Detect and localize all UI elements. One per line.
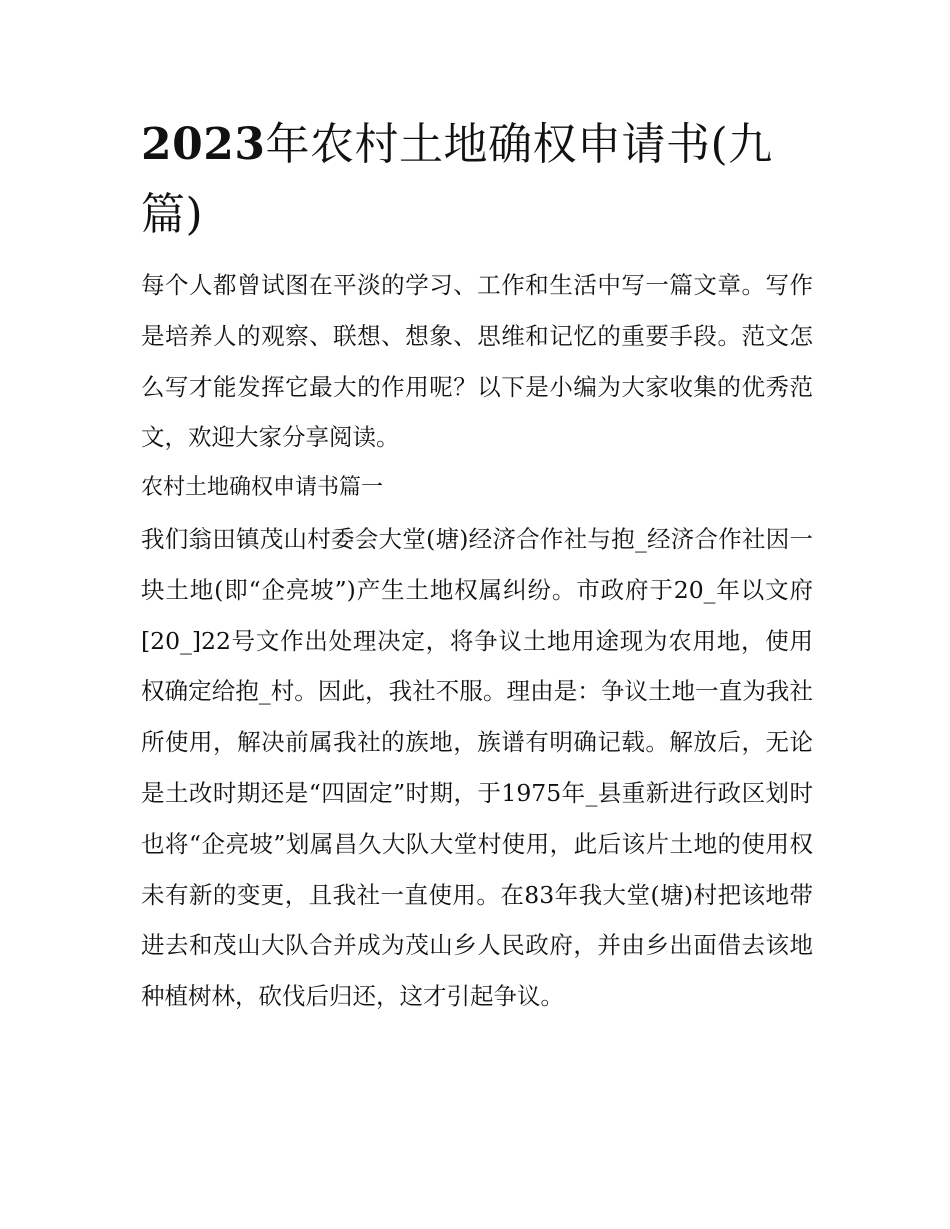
document-title xyxy=(141,110,813,250)
intro-paragraph: 每个人都曾试图在平淡的学习、工作和生活中写一篇文章。写作是培养人的观察、联想、想象、思维和记忆的重要手段。范文怎么写才能发挥它最大的作用呢？以下是小编为大家收集的优秀范文，欢迎大家分享阅读。 xyxy=(141,271,813,452)
title-text: 年农村土地确权申请书(九篇) xyxy=(141,119,773,240)
document-content xyxy=(141,110,813,1022)
body-paragraph: 我们翁田镇茂山村委会大堂(塘)经济合作社与抱_经济合作社因一块土地(即“企亮坡”)产生土地权属纠纷。市政府于20_年以文府[20_]22号文作出处理决定，将争议土地用途现为农用地，使用权确定给抱_村。因此，我社不服。理由是：争议土地一直为我社所使用，解决前属我社的族地，族谱有明确记载。解放后，无论是土改时期还是“四固定”时期，于1975年_县重新进行政区划时也将“企亮坡”划属昌久大队大堂村使用，此后该片土地的使用权未有新的变更，且我社一直使用。在83年我大堂(塘)村把该地带进去和茂山大队合并成为茂山乡人民政府，并由乡出面借去该地种植树林，砍伐后归还，这才引起争议。 xyxy=(141,524,813,1011)
title-year: 2023 xyxy=(141,119,266,170)
section-heading: 农村土地确权申请书篇一 xyxy=(141,475,384,501)
